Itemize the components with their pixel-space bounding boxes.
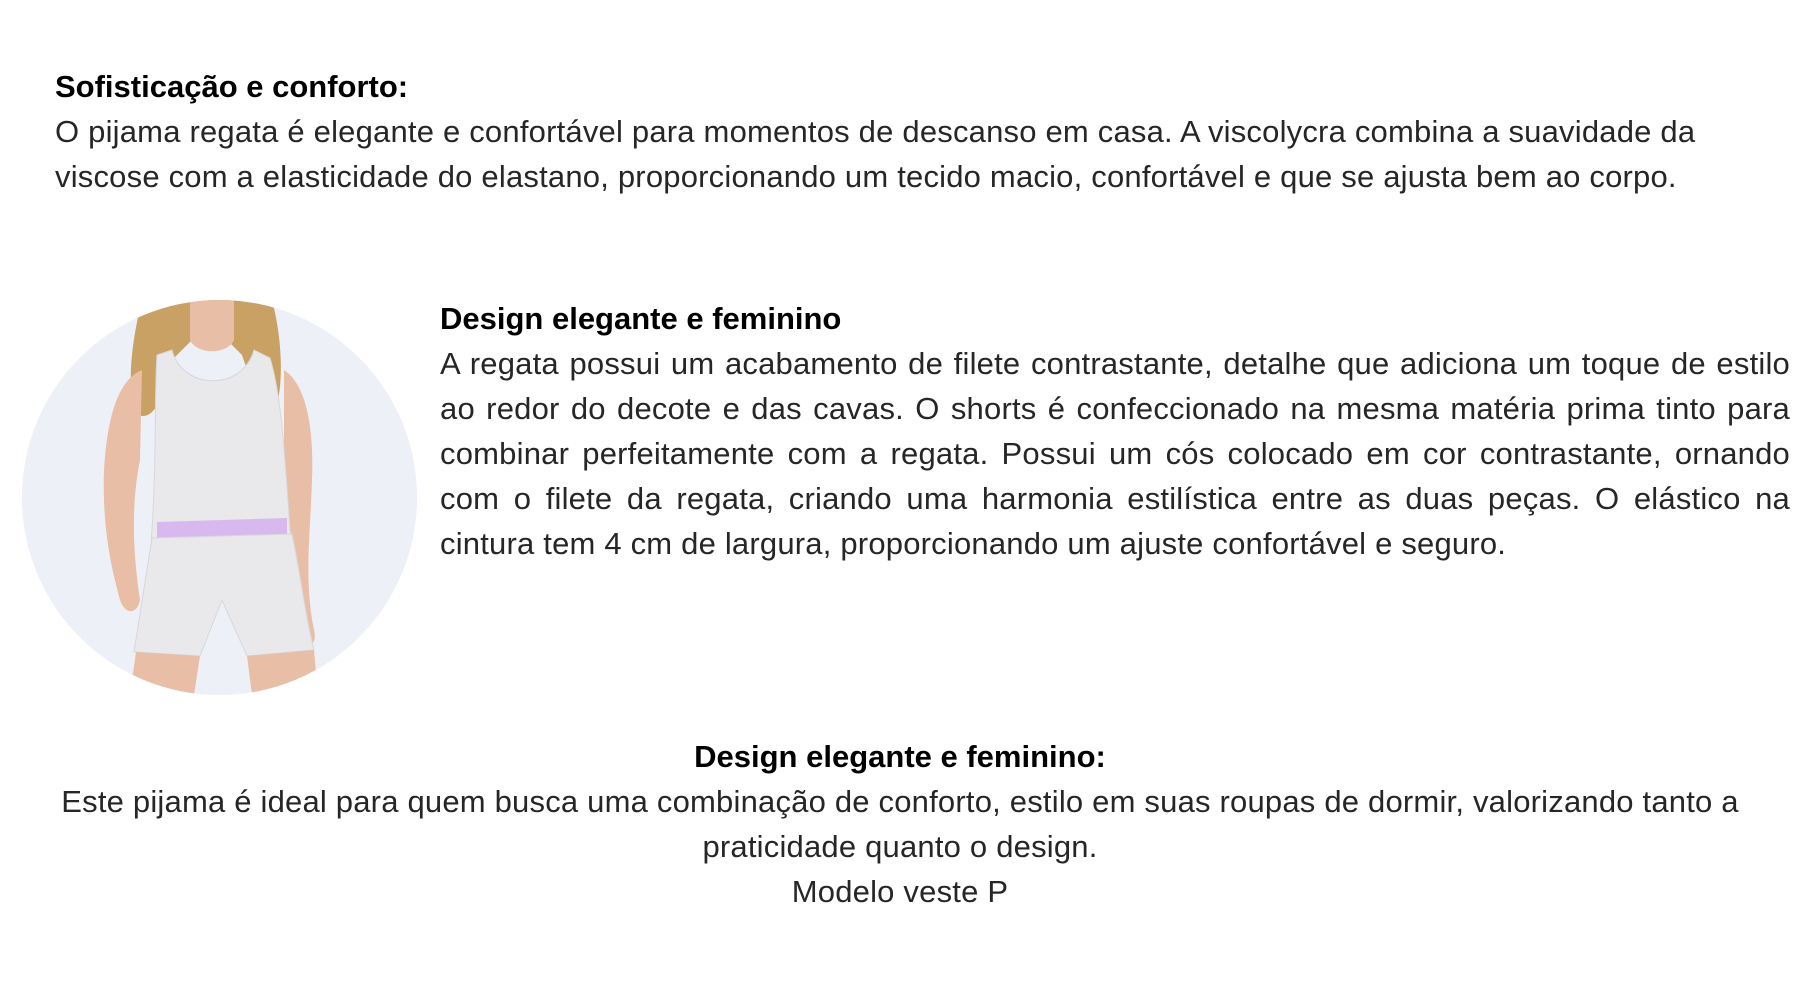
- model-size-note: Modelo veste P: [791, 874, 1009, 909]
- design-paragraph: A regata possui um acabamento de filete contrastante, detalhe que adiciona um toque de estilo ao redor do decote e das cavas. O shorts é confeccionado na mesma matéria prima tinto para combinar perfeitamente com a regata. Possui um cós colocado em cor contrastante, ornando com o filete da regata, criando uma harmonia estilística entre as duas peças. O elástico na cintura tem 4 cm de largura, proporcionando um ajuste confortável e seguro.: [440, 346, 1790, 561]
- intro-section: [55, 64, 1745, 199]
- design-heading: Design elegante e feminino: [440, 301, 842, 336]
- pajama-model-illustration: [22, 300, 417, 695]
- design-section: [440, 296, 1790, 566]
- product-photo: [22, 300, 417, 695]
- summary-heading: Design elegante e feminino:: [694, 739, 1106, 774]
- summary-section: [0, 734, 1800, 914]
- intro-heading: Sofisticação e conforto:: [55, 69, 409, 104]
- intro-paragraph: O pijama regata é elegante e confortável para momentos de descanso em casa. A viscolycra combina a suavidade da viscose com a elasticidade do elastano, proporcionando um tecido macio, confortável e que se ajusta bem ao corpo.: [55, 114, 1696, 194]
- summary-paragraph: Este pijama é ideal para quem busca uma combinação de conforto, estilo em suas roupas de dormir, valorizando tanto a praticidade quanto o design.: [61, 784, 1739, 864]
